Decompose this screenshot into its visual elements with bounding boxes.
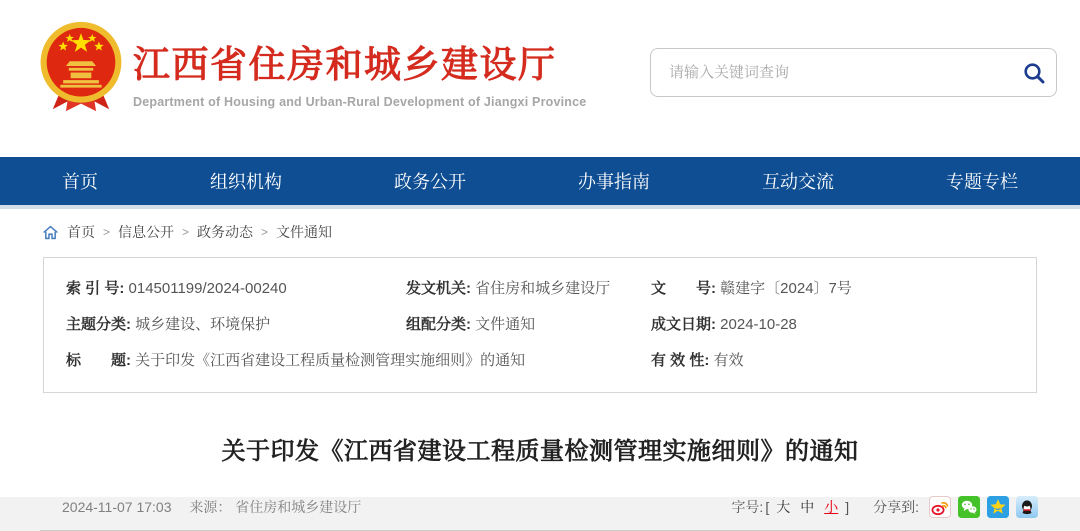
font-size-large[interactable]: 大 [776,499,791,515]
source-label: 来源： [189,499,232,515]
search-bar [650,48,1057,97]
meta-issuing-agency: 发文机关: 省住房和城乡建设厅 [406,280,611,297]
publish-info [62,497,361,517]
nav-item-gov-affairs[interactable]: 政务公开 [394,172,466,192]
search-button[interactable] [1012,49,1056,96]
national-emblem-logo[interactable] [34,18,128,114]
document-meta-table [43,257,1037,393]
font-size-medium[interactable]: 中 [800,499,815,515]
nav-item-home[interactable]: 首页 [62,172,98,192]
meta-validity: 有 效 性: 有效 [651,352,744,369]
main-nav [0,157,1080,205]
nav-item-organization[interactable]: 组织机构 [210,172,282,192]
breadcrumb-gov-news[interactable]: 政务动态 [197,224,254,240]
qzone-icon[interactable] [987,496,1009,518]
site-header [0,0,1080,157]
bracket-close: ] [845,499,850,515]
bracket-open: [ [765,499,770,515]
article-meta-row [62,496,1038,518]
nav-item-interaction[interactable]: 互动交流 [762,172,834,192]
breadcrumb [0,209,1080,254]
nav-item-service-guide[interactable]: 办事指南 [578,172,650,192]
breadcrumb-info-disclosure[interactable]: 信息公开 [118,224,175,240]
site-title-block [133,34,586,109]
source-value: 省住房和城乡建设厅 [235,499,362,515]
search-input[interactable] [651,49,1012,96]
national-emblem-icon [34,18,128,114]
breadcrumb-document-notices[interactable]: 文件通知 [276,224,333,240]
share-label: 分享到: [873,499,919,515]
site-subtitle: Department of Housing and Urban-Rural Development of Jiangxi Province [133,95,587,109]
meta-title: 标 题: 关于印发《江西省建设工程质量检测管理实施细则》的通知 [66,352,526,369]
wechat-icon[interactable] [958,496,980,518]
nav-item-special-columns[interactable]: 专题专栏 [946,172,1018,192]
breadcrumb-separator: > [103,225,111,239]
meta-index-number: 索 引 号: 014501199/2024-00240 [66,280,287,297]
breadcrumb-home[interactable]: 首页 [67,224,95,240]
breadcrumb-separator: > [261,225,269,239]
breadcrumb-separator: > [182,225,190,239]
font-size-small[interactable]: 小 [824,499,839,515]
meta-group-category: 组配分类: 文件通知 [406,316,536,333]
share-icon-group [929,496,1038,518]
qq-icon[interactable] [1016,496,1038,518]
meta-topic-category: 主题分类: 城乡建设、环境保护 [66,316,271,333]
meta-written-date: 成文日期: 2024-10-28 [651,316,797,333]
home-icon[interactable] [42,224,59,241]
search-icon [1022,61,1046,85]
article-title: 关于印发《江西省建设工程质量检测管理实施细则》的通知 [221,438,859,465]
weibo-icon[interactable] [929,496,951,518]
publish-time: 2024-11-07 17:03 [62,499,172,515]
meta-document-number: 文 号: 赣建字〔2024〕7号 [651,280,852,297]
article-tools [731,496,1038,518]
site-title: 江西省住房和城乡建设厅 [133,44,557,85]
font-size-label: 字号: [731,499,764,515]
